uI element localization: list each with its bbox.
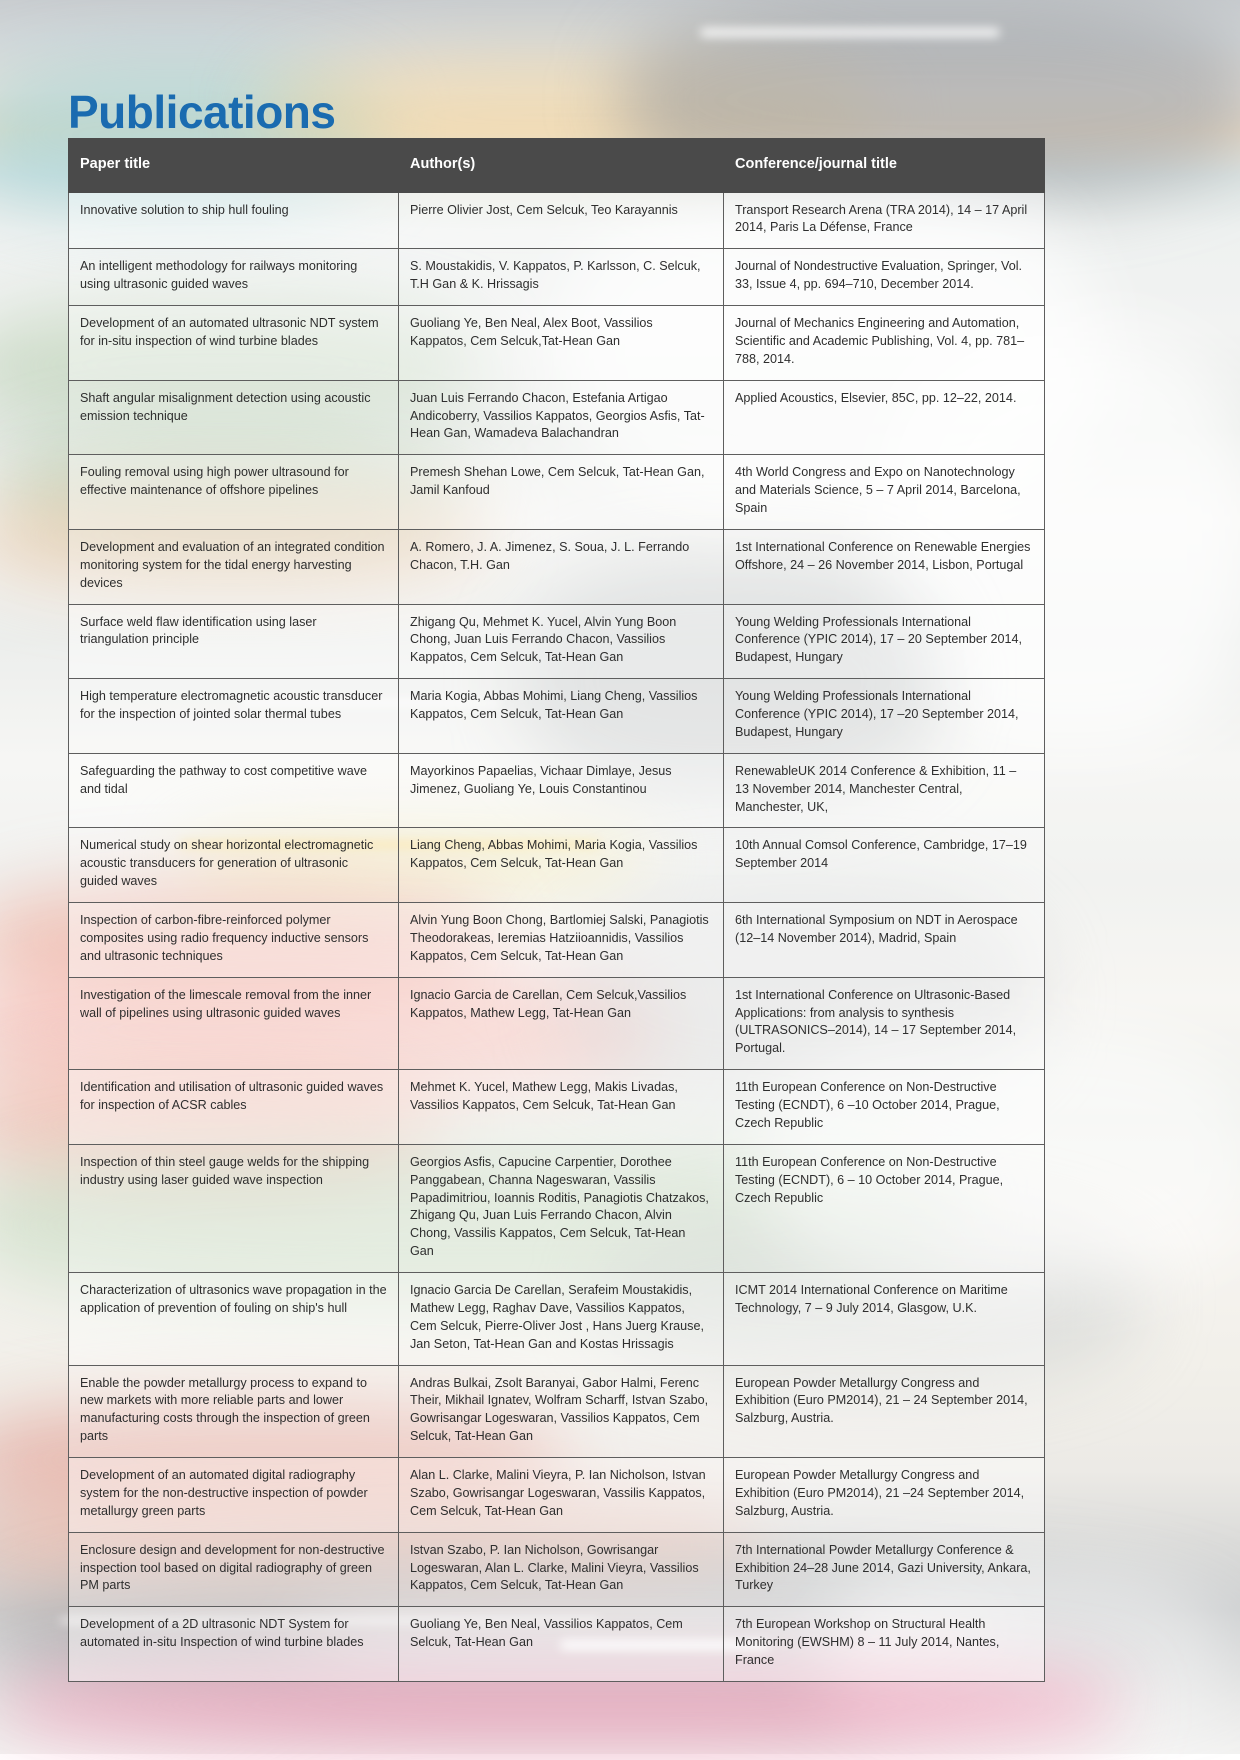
cell-conference-journal: Young Welding Professionals International Conference (YPIC 2014), 17 –20 September 2014, Budapest, Hungary: [724, 679, 1045, 754]
table-row: [69, 1273, 1045, 1366]
cell-paper-title: Fouling removal using high power ultrasound for effective maintenance of offshore pipelines: [69, 455, 399, 530]
cell-paper-title: Investigation of the limescale removal from the inner wall of pipelines using ultrasonic guided waves: [69, 977, 399, 1070]
cell-paper-title: Inspection of carbon-fibre-reinforced polymer composites using radio frequency inductive sensors and ultrasonic techniques: [69, 903, 399, 978]
table-row: [69, 977, 1045, 1070]
cell-paper-title: Innovative solution to ship hull fouling: [69, 192, 399, 249]
table-row: [69, 903, 1045, 978]
table-row: [69, 306, 1045, 381]
background-highlight-streak-top: [700, 28, 1000, 37]
table-row: [69, 679, 1045, 754]
cell-authors: Ignacio Garcia de Carellan, Cem Selcuk,Vassilios Kappatos, Mathew Legg, Tat-Hean Gan: [399, 977, 724, 1070]
cell-authors: S. Moustakidis, V. Kappatos, P. Karlsson, C. Selcuk, T.H Gan & K. Hrissagis: [399, 249, 724, 306]
table-row: [69, 1070, 1045, 1145]
column-header-conference: Conference/journal title: [724, 139, 1045, 193]
cell-authors: Andras Bulkai, Zsolt Baranyai, Gabor Halmi, Ferenc Their, Mikhail Ignatev, Wolfram Scharff, Istvan Szabo, Gowrisangar Logeswaran, Vassilios Kappatos, Cem Selcuk, Tat-Hean Gan: [399, 1365, 724, 1458]
cell-conference-journal: Journal of Nondestructive Evaluation, Springer, Vol. 33, Issue 4, pp. 694–710, December 2014.: [724, 249, 1045, 306]
cell-conference-journal: 7th International Powder Metallurgy Conference & Exhibition 24–28 June 2014, Gazi University, Ankara, Turkey: [724, 1532, 1045, 1607]
cell-paper-title: Surface weld flaw identification using laser triangulation principle: [69, 604, 399, 679]
table-header-row: [69, 139, 1045, 193]
cell-paper-title: Enclosure design and development for non-destructive inspection tool based on digital radiography of green PM parts: [69, 1532, 399, 1607]
cell-paper-title: Numerical study on shear horizontal electromagnetic acoustic transducers for generation of ultrasonic guided waves: [69, 828, 399, 903]
cell-conference-journal: Applied Acoustics, Elsevier, 85C, pp. 12–22, 2014.: [724, 380, 1045, 455]
table-row: [69, 455, 1045, 530]
cell-authors: Ignacio Garcia De Carellan, Serafeim Moustakidis, Mathew Legg, Raghav Dave, Vassilios Kappatos, Cem Selcuk, Pierre-Oliver Jost , Hans Juerg Krause, Jan Seton, Tat-Hean Gan and Kostas Hrissagis: [399, 1273, 724, 1366]
table-row: [69, 1458, 1045, 1533]
cell-authors: Zhigang Qu, Mehmet K. Yucel, Alvin Yung Boon Chong, Juan Luis Ferrando Chacon, Vassilios Kappatos, Cem Selcuk, Tat-Hean Gan: [399, 604, 724, 679]
cell-conference-journal: European Powder Metallurgy Congress and Exhibition (Euro PM2014), 21 – 24 September 2014, Salzburg, Austria.: [724, 1365, 1045, 1458]
cell-authors: Mayorkinos Papaelias, Vichaar Dimlaye, Jesus Jimenez, Guoliang Ye, Louis Constantinou: [399, 753, 724, 828]
publications-table: [68, 138, 1045, 1682]
cell-conference-journal: Transport Research Arena (TRA 2014), 14 – 17 April 2014, Paris La Défense, France: [724, 192, 1045, 249]
cell-conference-journal: RenewableUK 2014 Conference & Exhibition, 11 – 13 November 2014, Manchester Central, Manchester, UK,: [724, 753, 1045, 828]
cell-paper-title: Inspection of thin steel gauge welds for the shipping industry using laser guided wave inspection: [69, 1144, 399, 1272]
cell-paper-title: Development of an automated digital radiography system for the non-destructive inspection of powder metallurgy green parts: [69, 1458, 399, 1533]
cell-authors: Pierre Olivier Jost, Cem Selcuk, Teo Karayannis: [399, 192, 724, 249]
cell-authors: Istvan Szabo, P. Ian Nicholson, Gowrisangar Logeswaran, Alan L. Clarke, Malini Vieyra, Vassilios Kappatos, Cem Selcuk, Tat-Hean Gan: [399, 1532, 724, 1607]
cell-authors: Maria Kogia, Abbas Mohimi, Liang Cheng, Vassilios Kappatos, Cem Selcuk, Tat-Hean Gan: [399, 679, 724, 754]
table-row: [69, 1365, 1045, 1458]
cell-authors: Alvin Yung Boon Chong, Bartlomiej Salski, Panagiotis Theodorakeas, Ieremias Hatziioannidis, Vassilios Kappatos, Cem Selcuk, Tat-Hean Gan: [399, 903, 724, 978]
cell-conference-journal: 10th Annual Comsol Conference, Cambridge, 17–19 September 2014: [724, 828, 1045, 903]
cell-authors: Premesh Shehan Lowe, Cem Selcuk, Tat-Hean Gan, Jamil Kanfoud: [399, 455, 724, 530]
table-row: [69, 753, 1045, 828]
table-row: [69, 249, 1045, 306]
cell-paper-title: Safeguarding the pathway to cost competitive wave and tidal: [69, 753, 399, 828]
table-row: [69, 1532, 1045, 1607]
cell-authors: Guoliang Ye, Ben Neal, Alex Boot, Vassilios Kappatos, Cem Selcuk,Tat-Hean Gan: [399, 306, 724, 381]
table-row: [69, 380, 1045, 455]
cell-paper-title: An intelligent methodology for railways monitoring using ultrasonic guided waves: [69, 249, 399, 306]
cell-paper-title: Development and evaluation of an integrated condition monitoring system for the tidal energy harvesting devices: [69, 529, 399, 604]
cell-authors: A. Romero, J. A. Jimenez, S. Soua, J. L. Ferrando Chacon, T.H. Gan: [399, 529, 724, 604]
cell-authors: Georgios Asfis, Capucine Carpentier, Dorothee Panggabean, Channa Nageswaran, Vassilis Papadimitriou, Ioannis Roditis, Panagiotis Chatzakos, Zhigang Qu, Juan Luis Ferrando Chacon, Alvin Chong, Vassilis Kappatos, Cem Selcuk, Tat-Hean Gan: [399, 1144, 724, 1272]
cell-authors: Liang Cheng, Abbas Mohimi, Maria Kogia, Vassilios Kappatos, Cem Selcuk, Tat-Hean Gan: [399, 828, 724, 903]
cell-authors: Alan L. Clarke, Malini Vieyra, P. Ian Nicholson, Istvan Szabo, Gowrisangar Logeswaran, Vassilis Kappatos, Cem Selcuk, Tat-Hean Gan: [399, 1458, 724, 1533]
table-body: [69, 192, 1045, 1681]
table-row: [69, 1144, 1045, 1272]
cell-paper-title: Shaft angular misalignment detection using acoustic emission technique: [69, 380, 399, 455]
cell-conference-journal: 1st International Conference on Renewable Energies Offshore, 24 – 26 November 2014, Lisbon, Portugal: [724, 529, 1045, 604]
cell-conference-journal: ICMT 2014 International Conference on Maritime Technology, 7 – 9 July 2014, Glasgow, U.K.: [724, 1273, 1045, 1366]
cell-paper-title: Development of an automated ultrasonic NDT system for in-situ inspection of wind turbine blades: [69, 306, 399, 381]
cell-conference-journal: European Powder Metallurgy Congress and Exhibition (Euro PM2014), 21 –24 September 2014, Salzburg, Austria.: [724, 1458, 1045, 1533]
table-row: [69, 529, 1045, 604]
cell-authors: Guoliang Ye, Ben Neal, Vassilios Kappatos, Cem Selcuk, Tat-Hean Gan: [399, 1607, 724, 1682]
cell-paper-title: Enable the powder metallurgy process to expand to new markets with more reliable parts and lower manufacturing costs through the inspection of green parts: [69, 1365, 399, 1458]
cell-authors: Juan Luis Ferrando Chacon, Estefania Artigao Andicoberry, Vassilios Kappatos, Georgios Asfis, Tat-Hean Gan, Wamadeva Balachandran: [399, 380, 724, 455]
cell-conference-journal: Young Welding Professionals International Conference (YPIC 2014), 17 – 20 September 2014, Budapest, Hungary: [724, 604, 1045, 679]
cell-paper-title: High temperature electromagnetic acoustic transducer for the inspection of jointed solar thermal tubes: [69, 679, 399, 754]
cell-conference-journal: 6th International Symposium on NDT in Aerospace (12–14 November 2014), Madrid, Spain: [724, 903, 1045, 978]
cell-conference-journal: Journal of Mechanics Engineering and Automation, Scientific and Academic Publishing, Vol. 4, pp. 781–788, 2014.: [724, 306, 1045, 381]
cell-conference-journal: 11th European Conference on Non-Destructive Testing (ECNDT), 6 –10 October 2014, Prague, Czech Republic: [724, 1070, 1045, 1145]
cell-paper-title: Development of a 2D ultrasonic NDT System for automated in-situ Inspection of wind turbine blades: [69, 1607, 399, 1682]
table-row: [69, 1607, 1045, 1682]
column-header-paper-title: Paper title: [69, 139, 399, 193]
cell-authors: Mehmet K. Yucel, Mathew Legg, Makis Livadas, Vassilios Kappatos, Cem Selcuk, Tat-Hean Gan: [399, 1070, 724, 1145]
cell-paper-title: Characterization of ultrasonics wave propagation in the application of prevention of fouling on ship's hull: [69, 1273, 399, 1366]
table-row: [69, 192, 1045, 249]
cell-conference-journal: 1st International Conference on Ultrasonic-Based Applications: from analysis to synthesis (ULTRASONICS–2014), 14 – 17 September 2014, Portugal.: [724, 977, 1045, 1070]
page-title: Publications: [68, 85, 336, 138]
cell-conference-journal: 11th European Conference on Non-Destructive Testing (ECNDT), 6 – 10 October 2014, Prague, Czech Republic: [724, 1144, 1045, 1272]
cell-paper-title: Identification and utilisation of ultrasonic guided waves for inspection of ACSR cables: [69, 1070, 399, 1145]
cell-conference-journal: 7th European Workshop on Structural Health Monitoring (EWSHM) 8 – 11 July 2014, Nantes, France: [724, 1607, 1045, 1682]
table-row: [69, 828, 1045, 903]
cell-conference-journal: 4th World Congress and Expo on Nanotechnology and Materials Science, 5 – 7 April 2014, Barcelona, Spain: [724, 455, 1045, 530]
table-row: [69, 604, 1045, 679]
column-header-authors: Author(s): [399, 139, 724, 193]
